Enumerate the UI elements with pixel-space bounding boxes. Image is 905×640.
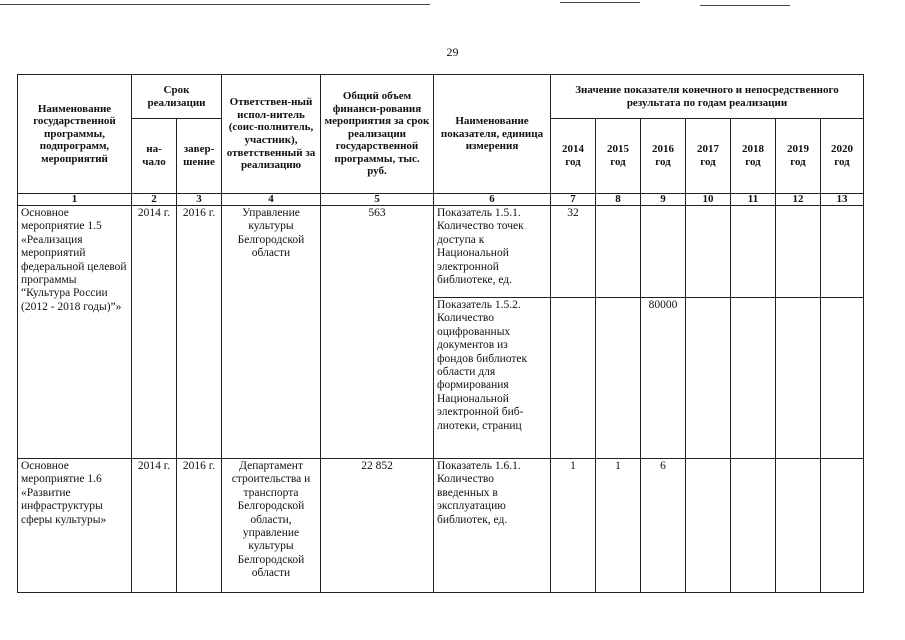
indicator-value: [686, 298, 731, 459]
header-values-group: Значение показателя конечного и непосредственного результата по годам реализации: [551, 75, 864, 119]
indicator-value: [776, 298, 821, 459]
program-table: [17, 74, 864, 593]
indicator-value: [551, 298, 596, 459]
header-year: 2017 год: [686, 119, 731, 194]
scan-line: [560, 2, 640, 3]
scan-line: [0, 4, 430, 5]
header-year: 2014 год: [551, 119, 596, 194]
indicator-value: [686, 206, 731, 298]
column-number: 13: [821, 194, 864, 206]
start-year: 2014 г.: [132, 459, 177, 593]
indicator-value: [821, 206, 864, 298]
header-name: Наименование государственной программы, подпрограмм, мероприятий: [18, 75, 132, 194]
indicator-value: [686, 459, 731, 593]
column-number: 5: [321, 194, 434, 206]
indicator-value: [731, 459, 776, 593]
column-number: 2: [132, 194, 177, 206]
end-year: 2016 г.: [177, 459, 222, 593]
scan-edge-top: [0, 0, 905, 10]
scan-line: [700, 5, 790, 6]
header-indicator: Наименование показателя, единица измерения: [434, 75, 551, 194]
column-number: 3: [177, 194, 222, 206]
header-start: на-чало: [132, 119, 177, 194]
page-number: 29: [446, 45, 459, 59]
column-number: 9: [641, 194, 686, 206]
indicator-value: [596, 206, 641, 298]
header-year: 2019 год: [776, 119, 821, 194]
measure-name: Основное мероприятие 1.6 «Развитие инфраструктуры сферы культуры»: [18, 459, 132, 593]
indicator-value: [776, 206, 821, 298]
indicator-value: 6: [641, 459, 686, 593]
indicator-value: [776, 459, 821, 593]
indicator-value: [821, 298, 864, 459]
column-numbers-row: [18, 194, 864, 206]
measure-name: Основное мероприятие 1.5 «Реализация мероприятий федеральной целевой программы “Культура России (2012 - 2018 годы)”»: [18, 206, 132, 459]
column-number: 11: [731, 194, 776, 206]
indicator-value: [641, 206, 686, 298]
responsible-executor: Департамент строительства и транспорта Белгородской области, управление культуры Белгородской области: [222, 459, 321, 593]
responsible-executor: Управление культуры Белгородской области: [222, 206, 321, 459]
header-year: 2020 год: [821, 119, 864, 194]
column-number: 4: [222, 194, 321, 206]
indicator-value: [731, 206, 776, 298]
column-number: 12: [776, 194, 821, 206]
table-row: [18, 206, 864, 298]
header-end: завер-шение: [177, 119, 222, 194]
header-year: 2016 год: [641, 119, 686, 194]
indicator-value: 32: [551, 206, 596, 298]
indicator-value: [596, 298, 641, 459]
column-number: 10: [686, 194, 731, 206]
indicator-value: 1: [551, 459, 596, 593]
indicator-name: Показатель 1.5.2. Количество оцифрованных документов из фондов библиотек области для формирования Национальной электронной биб-лиотеки, страниц: [434, 298, 551, 459]
column-number: 8: [596, 194, 641, 206]
indicator-value: 1: [596, 459, 641, 593]
indicator-value: [731, 298, 776, 459]
indicator-value: 80000: [641, 298, 686, 459]
header-year: 2015 год: [596, 119, 641, 194]
header-year: 2018 год: [731, 119, 776, 194]
funding-amount: 22 852: [321, 459, 434, 593]
table-row: [18, 459, 864, 593]
indicator-name: Показатель 1.5.1. Количество точек доступа к Национальной электронной библиотеке, ед.: [434, 206, 551, 298]
start-year: 2014 г.: [132, 206, 177, 459]
header-funding: Общий объем финанси-рования мероприятия за срок реализации государственной программы, тыс. руб.: [321, 75, 434, 194]
indicator-value: [821, 459, 864, 593]
column-number: 6: [434, 194, 551, 206]
header-responsible: Ответствен-ный испол-нитель (соис-полнитель, участник), ответственный за реализацию: [222, 75, 321, 194]
column-number: 1: [18, 194, 132, 206]
header-period: Срок реализации: [132, 75, 222, 119]
column-number: 7: [551, 194, 596, 206]
funding-amount: 563: [321, 206, 434, 459]
end-year: 2016 г.: [177, 206, 222, 459]
indicator-name: Показатель 1.6.1. Количество введенных в эксплуатацию библиотек, ед.: [434, 459, 551, 593]
